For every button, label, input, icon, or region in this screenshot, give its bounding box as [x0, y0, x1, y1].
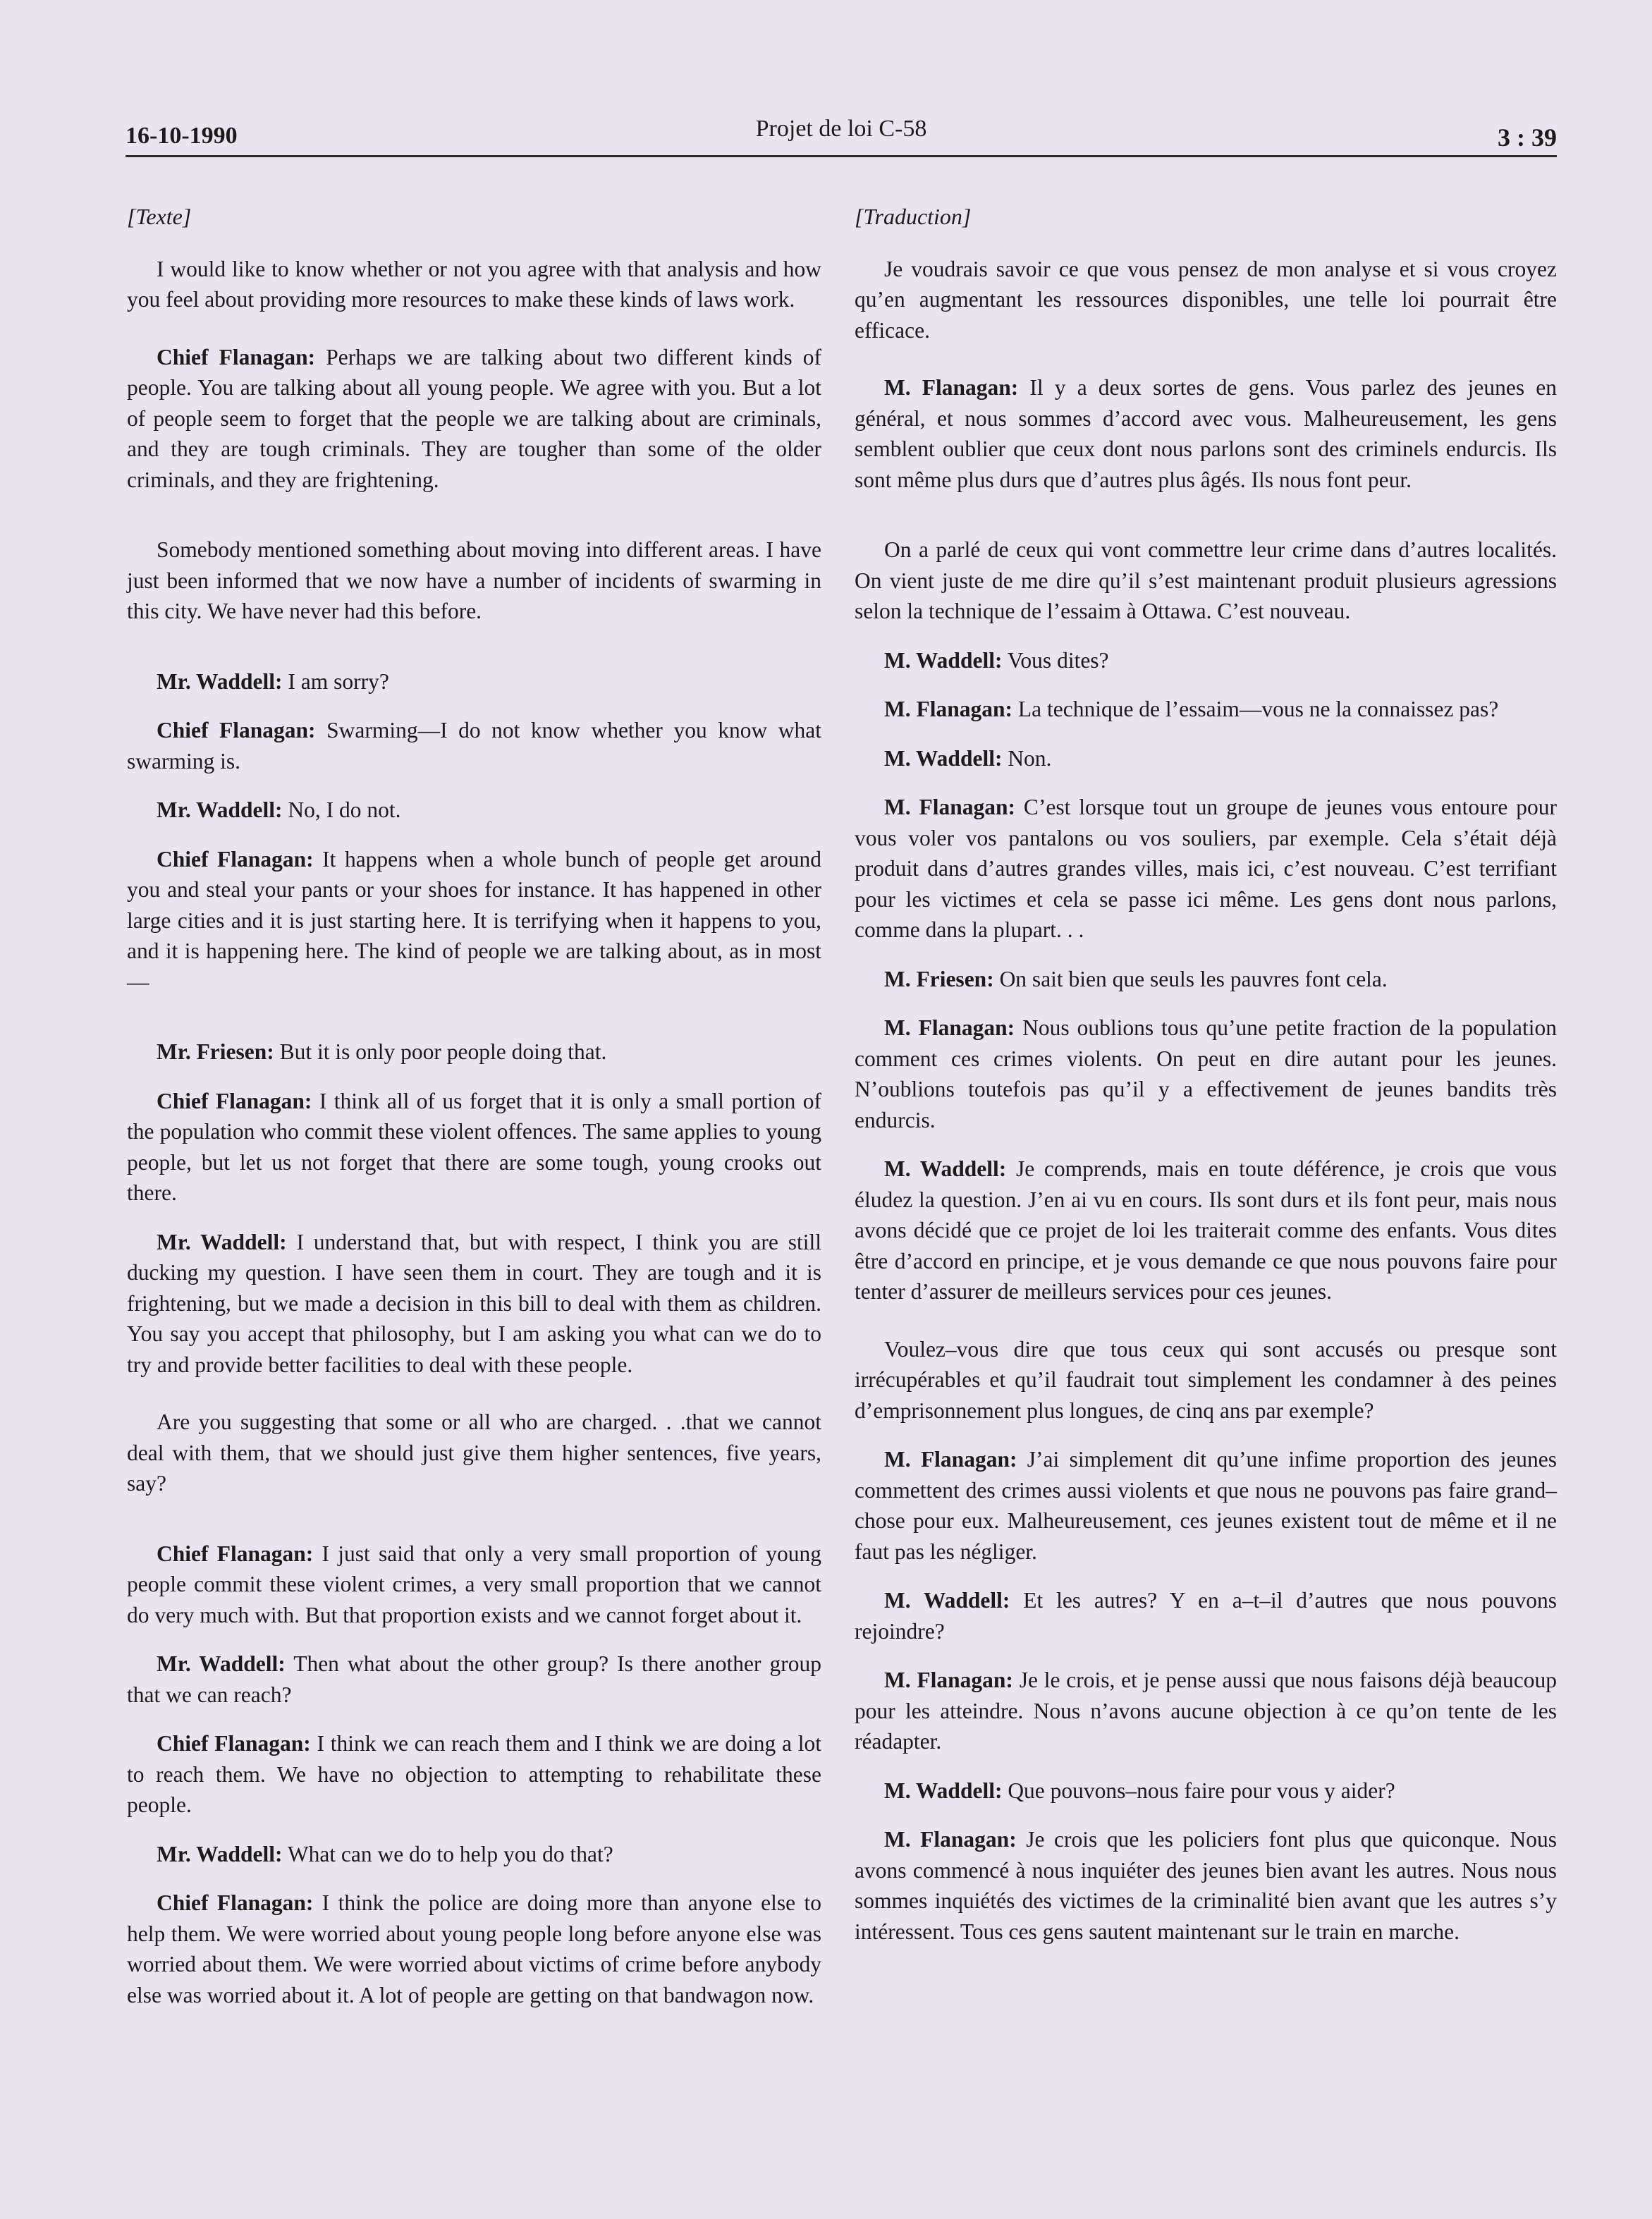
paragraph: [127, 1407, 821, 1499]
speaker-name: M. Waddell:: [884, 1156, 1007, 1181]
paragraph: [855, 645, 1557, 676]
column-label-texte: [Texte]: [127, 204, 192, 229]
paragraph: [127, 342, 821, 496]
speaker-name: M. Flanagan:: [884, 1668, 1013, 1692]
paragraph-text: C’est lorsque tout un groupe de jeunes vous entoure pour vous voler vos pantalons ou vos souliers, par exemple. Cela s’était déjà produit dans d’autres grandes villes, mais ici, c’est nouveau. C’est terrifiant pour les victimes et cela se passe ici même. Les gens dont nous parlons, comme dans la plupart. . .: [855, 795, 1557, 942]
paragraph-text: What can we do to help you do that?: [282, 1841, 613, 1866]
paragraph: [127, 1037, 821, 1068]
speaker-name: M. Flanagan:: [884, 1827, 1017, 1852]
paragraph: [855, 372, 1557, 495]
paragraph-text: Non.: [1002, 745, 1052, 771]
paragraph: [855, 1665, 1557, 1757]
paragraph-text: Que pouvons–nous faire pour vous y aider?: [1002, 1778, 1395, 1803]
paragraph: [127, 1888, 821, 2010]
speaker-name: M. Waddell:: [884, 1778, 1003, 1803]
speaker-name: Chief Flanagan:: [157, 1890, 314, 1915]
paragraph-text: Vous dites?: [1002, 647, 1109, 673]
paragraph: [127, 1649, 821, 1710]
paragraph-text: I think all of us forget that it is only a small portion of the population who commit these violent offences. The same applies to young people, but let us not forget that there are some tough, young crooks out there.: [127, 1088, 821, 1205]
speaker-name: M. Waddell:: [884, 745, 1003, 771]
speaker-name: M. Waddell:: [884, 647, 1003, 673]
paragraph: [855, 792, 1557, 946]
paragraph: [855, 534, 1557, 627]
paragraph-text: I would like to know whether or not you agree with that analysis and how you feel about providing more resources to make these kinds of laws work.: [127, 256, 821, 312]
paragraph-text: On sait bien que seuls les pauvres font cela.: [993, 966, 1388, 991]
paragraph-text: Je voudrais savoir ce que vous pensez de mon analyse et si vous croyez qu’en augmentant les ressources disponibles, une telle loi pourrait être efficace.: [855, 256, 1557, 343]
speaker-name: Mr. Waddell:: [157, 668, 283, 694]
speaker-name: Chief Flanagan:: [157, 718, 316, 742]
page-header: [126, 116, 1557, 157]
paragraph-text: Perhaps we are talking about two different kinds of people. You are talking about all young people. We agree with you. But a lot of people seem to forget that the people we are talking about are criminals, and they are tough criminals. They are tougher than some of the older criminals, and they are frightening.: [127, 344, 821, 492]
speaker-name: Mr. Waddell:: [157, 797, 283, 822]
speaker-name: Mr. Waddell:: [157, 1229, 287, 1254]
paragraph: [855, 964, 1557, 995]
paragraph: [855, 254, 1557, 346]
paragraph-text: Swarming—I do not know whether you know what swarming is.: [127, 718, 821, 774]
header-page-number: 3 : 39: [1498, 123, 1557, 152]
paragraph: [855, 694, 1557, 725]
paragraph: [127, 534, 821, 627]
paragraph: [127, 1227, 821, 1381]
paragraph-text: No, I do not.: [282, 797, 401, 822]
speaker-name: M. Waddell:: [884, 1588, 1010, 1613]
speaker-name: M. Flanagan:: [884, 1015, 1015, 1040]
paragraph: [127, 254, 821, 315]
column-label-traduction: [Traduction]: [855, 204, 972, 229]
speaker-name: M. Flanagan:: [884, 795, 1016, 819]
paragraph: [127, 1728, 821, 1821]
paragraph-text: La technique de l’essaim—vous ne la connaissez pas?: [1012, 697, 1499, 721]
paragraph-text: Je crois que les policiers font plus que quiconque. Nous avons commencé à nous inquiéter des jeunes bien avant les autres. Nous nous sommes inquiétés des victimes de la criminalité bien avant que les autres s’y intéressent. Tous ces gens sautent maintenant sur le train en marche.: [855, 1827, 1557, 1944]
paragraph-text: Je le crois, et je pense aussi que nous faisons déjà beaucoup pour les atteindre. Nous n’avons aucune objection à ce qu’on tente de les réadapter.: [855, 1668, 1557, 1754]
paragraph: [127, 795, 821, 826]
paragraph: [855, 1585, 1557, 1646]
paragraph: [127, 1086, 821, 1209]
paragraph: [855, 1334, 1557, 1426]
header-title: Projet de loi C-58: [755, 116, 927, 142]
paragraph-text: Et les autres? Y en a–t–il d’autres que nous pouvons rejoindre?: [855, 1588, 1558, 1644]
paragraph: [855, 1824, 1557, 1947]
speaker-name: Mr. Waddell:: [157, 1841, 283, 1866]
paragraph: [855, 743, 1557, 774]
paragraph-text: Je comprends, mais en toute déférence, je crois que vous éludez la question. J’en ai vu en cours. Ils sont durs et ils font peur, mais nous avons décidé que ce projet de loi les traiterait comme des enfants. Vous dites être d’accord en principe, et je vous demande ce que nous pouvons faire pour tenter d’assurer de meilleurs services pour ces jeunes.: [855, 1156, 1557, 1304]
paragraph: [855, 1775, 1557, 1807]
speaker-name: Mr. Friesen:: [157, 1039, 274, 1064]
paragraph-text: Somebody mentioned something about moving into different areas. I have just been informed that we now have a number of incidents of swarming in this city. We have never had this before.: [127, 537, 821, 623]
paragraph: [855, 1013, 1557, 1135]
paragraph: [127, 844, 821, 998]
speaker-name: M. Flanagan:: [884, 697, 1013, 721]
paragraph-text: Voulez–vous dire que tous ceux qui sont accusés ou presque sont irrécupérables et qu’il faudrait tout simplement les condamner à des peines d’emprisonnement plus longues, de cinq ans par exemple?: [855, 1336, 1557, 1423]
paragraph-text: Nous oublions tous qu’une petite fraction de la population comment ces crimes violents. On peut en dire autant pour les jeunes. N’oublions toutefois pas qu’il y a effectivement de jeunes bandits très endurcis.: [855, 1015, 1557, 1132]
paragraph: [127, 1539, 821, 1631]
speaker-name: Chief Flanagan:: [157, 1088, 312, 1113]
paragraph-text: J’ai simplement dit qu’une infime proportion des jeunes commettent des crimes aussi violents et que nous ne pouvons pas faire grand–chose pour eux. Malheureusement, ces jeunes existent tout de même et il ne faut pas les négliger.: [855, 1447, 1557, 1564]
english-column: [127, 202, 821, 2010]
speaker-name: Chief Flanagan:: [157, 846, 314, 872]
paragraph-text: I think we can reach them and I think we are doing a lot to reach them. We have no objection to attempting to rehabilitate these people.: [127, 1731, 821, 1817]
paragraph-text: I understand that, but with respect, I think you are still ducking my question. I have seen them in court. They are tough and it is frightening, but we made a decision in this bill to deal with them as children. You say you accept that philosophy, but I am asking you what can we do to try and provide better facilities to deal with these people.: [127, 1229, 821, 1377]
paragraph-text: I am sorry?: [282, 668, 389, 694]
paragraph: [127, 666, 821, 697]
speaker-name: M. Flanagan:: [884, 375, 1019, 400]
paragraph-text: Are you suggesting that some or all who are charged. . .that we cannot deal with them, that we should just give them higher sentences, five years, say?: [127, 1410, 821, 1496]
paragraph-text: I think the police are doing more than anyone else to help them. We were worried about young people long before anyone else was worried about them. We were worried about victims of crime before anybody else was worried about it. A lot of people are getting on that bandwagon now.: [127, 1890, 821, 2007]
paragraph: [127, 715, 821, 776]
paragraph-text: But it is only poor people doing that.: [274, 1039, 607, 1064]
speaker-name: M. Friesen:: [884, 966, 994, 991]
paragraph: [855, 1154, 1557, 1307]
speaker-name: Chief Flanagan:: [157, 344, 316, 369]
paragraph-text: I just said that only a very small proportion of young people commit these violent crimes, a very small proportion that we cannot do very much with. But that proportion exists and we cannot forget about it.: [127, 1541, 821, 1627]
speaker-name: Chief Flanagan:: [157, 1541, 314, 1566]
paragraph: [855, 1444, 1557, 1567]
paragraph-text: Il y a deux sortes de gens. Vous parlez des jeunes en général, et nous sommes d’accord avec vous. Malheureusement, les gens semblent oublier que ceux dont nous parlons sont des criminels endurcis. Ils sont même plus durs que d’autres plus âgés. Ils nous font peur.: [855, 375, 1557, 492]
paragraph: [127, 1839, 821, 1870]
paragraph-text: Then what about the other group? Is there another group that we can reach?: [127, 1651, 821, 1707]
paragraph-text: It happens when a whole bunch of people get around you and steal your pants or your shoes for instance. It has happened in other large cities and it is just starting here. It is terrifying when it happens to you, and it is happening here. The kind of people we are talking about, as in most—: [127, 846, 821, 994]
speaker-name: Chief Flanagan:: [157, 1731, 311, 1756]
french-column: [855, 202, 1557, 1947]
paragraph-text: On a parlé de ceux qui vont commettre leur crime dans d’autres localités. On vient juste de me dire qu’il s’est maintenant produit plusieurs agressions selon la technique de l’essaim à Ottawa. C’est nouveau.: [855, 537, 1557, 623]
speaker-name: M. Flanagan:: [884, 1447, 1017, 1472]
speaker-name: Mr. Waddell:: [157, 1651, 286, 1676]
header-date: 16-10-1990: [126, 123, 238, 149]
